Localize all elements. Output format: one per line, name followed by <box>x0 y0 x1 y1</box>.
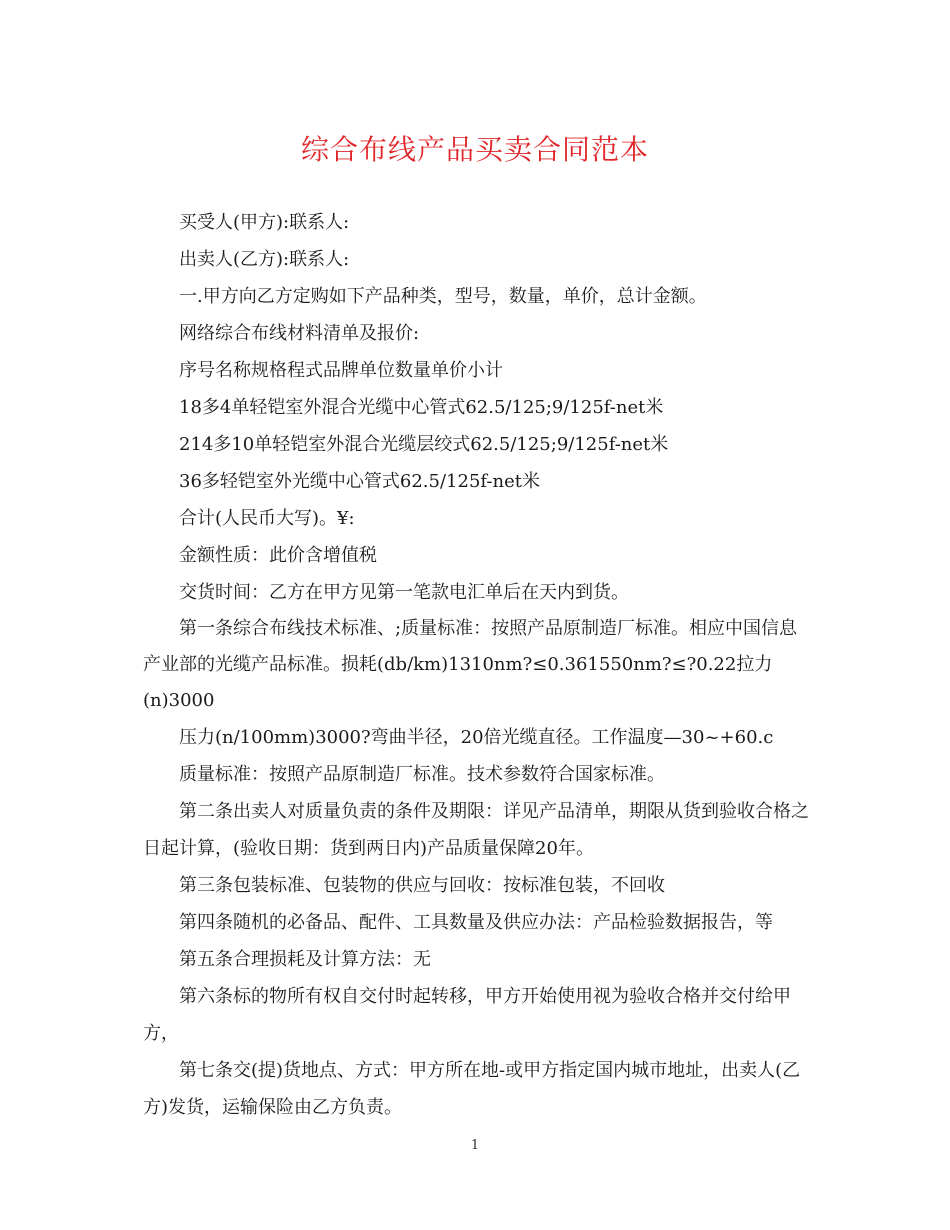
paragraph-item-1: 18多4单轻铠室外混合光缆中心管式62.5/125;9/125f-net米 <box>179 397 664 418</box>
paragraph-article-6: 第六条标的物所有权自交付时起转移，甲方开始使用视为验收合格并交付给甲方， <box>143 986 791 1044</box>
paragraph-pressure: 压力(n/100mm)3000?弯曲半径，20倍光缆直径。工作温度—30~+60.c <box>179 727 774 748</box>
paragraph-article-3: 第三条包装标准、包装物的供应与回收：按标准包装，不回收 <box>179 875 665 896</box>
paragraph-order-intro: 一.甲方向乙方定购如下产品种类，型号，数量，单价，总计金额。 <box>179 286 707 307</box>
paragraph-article-2: 第二条出卖人对质量负责的条件及期限：详见产品清单，期限从货到验收合格之日起计算，(验收日期：货到两日内)产品质量保障20年。 <box>143 801 809 859</box>
paragraph-item-2: 214多10单轻铠室外混合光缆层绞式62.5/125;9/125f-net米 <box>179 434 669 455</box>
paragraph-article-5: 第五条合理损耗及计算方法：无 <box>179 949 431 970</box>
paragraph-article-4: 第四条随机的必备品、配件、工具数量及供应办法：产品检验数据报告，等 <box>179 912 773 933</box>
paragraph-article-7: 第七条交(提)货地点、方式：甲方所在地-或甲方指定国内城市地址，出卖人(乙方)发货，运输保险由乙方负责。 <box>143 1060 801 1118</box>
page-number: 1 <box>470 1138 480 1153</box>
paragraph-table-header: 序号名称规格程式品牌单位数量单价小计 <box>179 360 503 381</box>
paragraph-item-3: 36多轻铠室外光缆中心管式62.5/125f-net米 <box>179 471 540 492</box>
paragraph-material-list-heading: 网络综合布线材料清单及报价: <box>179 323 420 344</box>
paragraph-article-1: 第一条综合布线技术标准、;质量标准：按照产品原制造厂标准。相应中国信息产业部的光缆产品标准。损耗(db/km)1310nm?≤0.361550nm?≤?0.22拉力(n)3000 <box>143 618 798 711</box>
document-title: 综合布线产品买卖合同范本 <box>300 133 649 166</box>
paragraph-buyer: 买受人(甲方):联系人: <box>179 212 350 233</box>
paragraph-delivery-time: 交货时间：乙方在甲方见第一笔款电汇单后在天内到货。 <box>179 582 629 603</box>
paragraph-seller: 出卖人(乙方):联系人: <box>179 249 350 270</box>
document-body <box>143 204 811 1126</box>
paragraph-amount-nature: 金额性质：此价含增值税 <box>179 545 377 566</box>
paragraph-quality-standard: 质量标准：按照产品原制造厂标准。技术参数符合国家标准。 <box>179 764 665 785</box>
paragraph-total: 合计(人民币大写)。¥: <box>179 508 355 529</box>
